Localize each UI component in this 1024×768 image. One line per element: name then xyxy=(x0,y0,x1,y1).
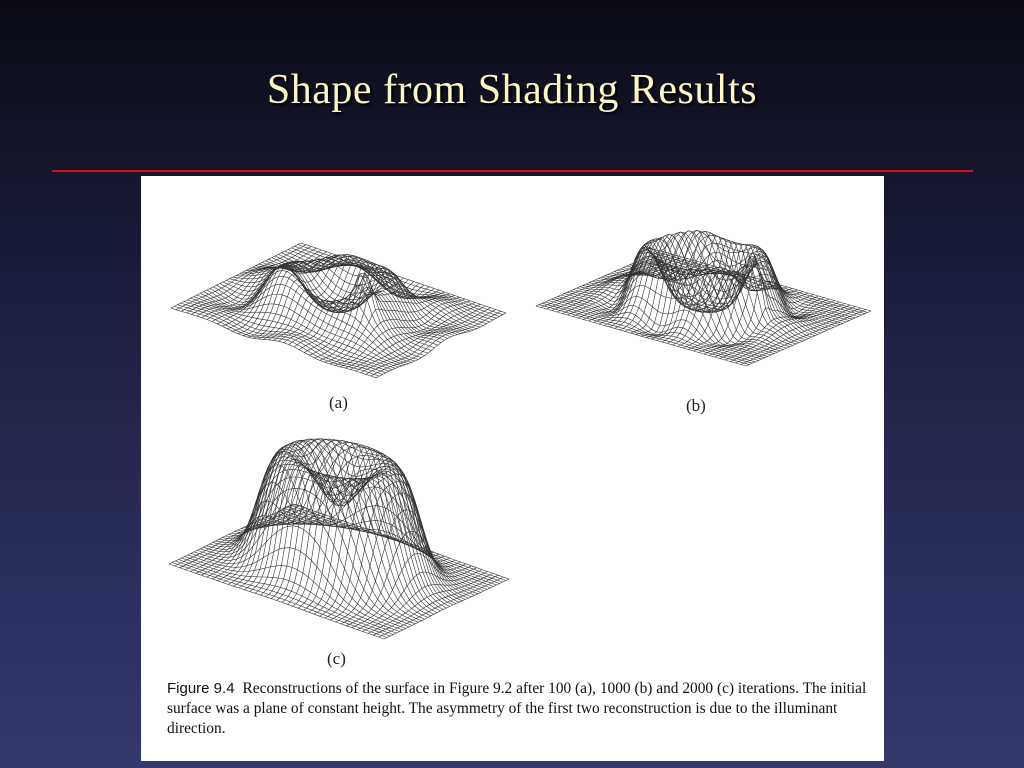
caption-label: Figure 9.4 xyxy=(167,680,235,697)
surface-plot-c xyxy=(161,424,511,644)
slide-title: Shape from Shading Results xyxy=(266,67,758,113)
surface-plot-b xyxy=(526,196,876,396)
figure-panel xyxy=(141,176,884,761)
surface-plot-a xyxy=(161,188,511,388)
caption-text: Reconstructions of the surface in Figure 9.2 after 100 (a), 1000 (b) and 2000 (c) iterations. The initial surface was a plane of constant height. The asymmetry of the first two reconstruction is due to the illuminant direction. xyxy=(167,680,867,737)
sublabel-a: (a) xyxy=(329,393,348,412)
title-divider xyxy=(52,170,973,172)
sublabel-c: (c) xyxy=(327,649,346,668)
sublabel-b: (b) xyxy=(686,396,706,415)
figure-caption xyxy=(167,679,867,739)
